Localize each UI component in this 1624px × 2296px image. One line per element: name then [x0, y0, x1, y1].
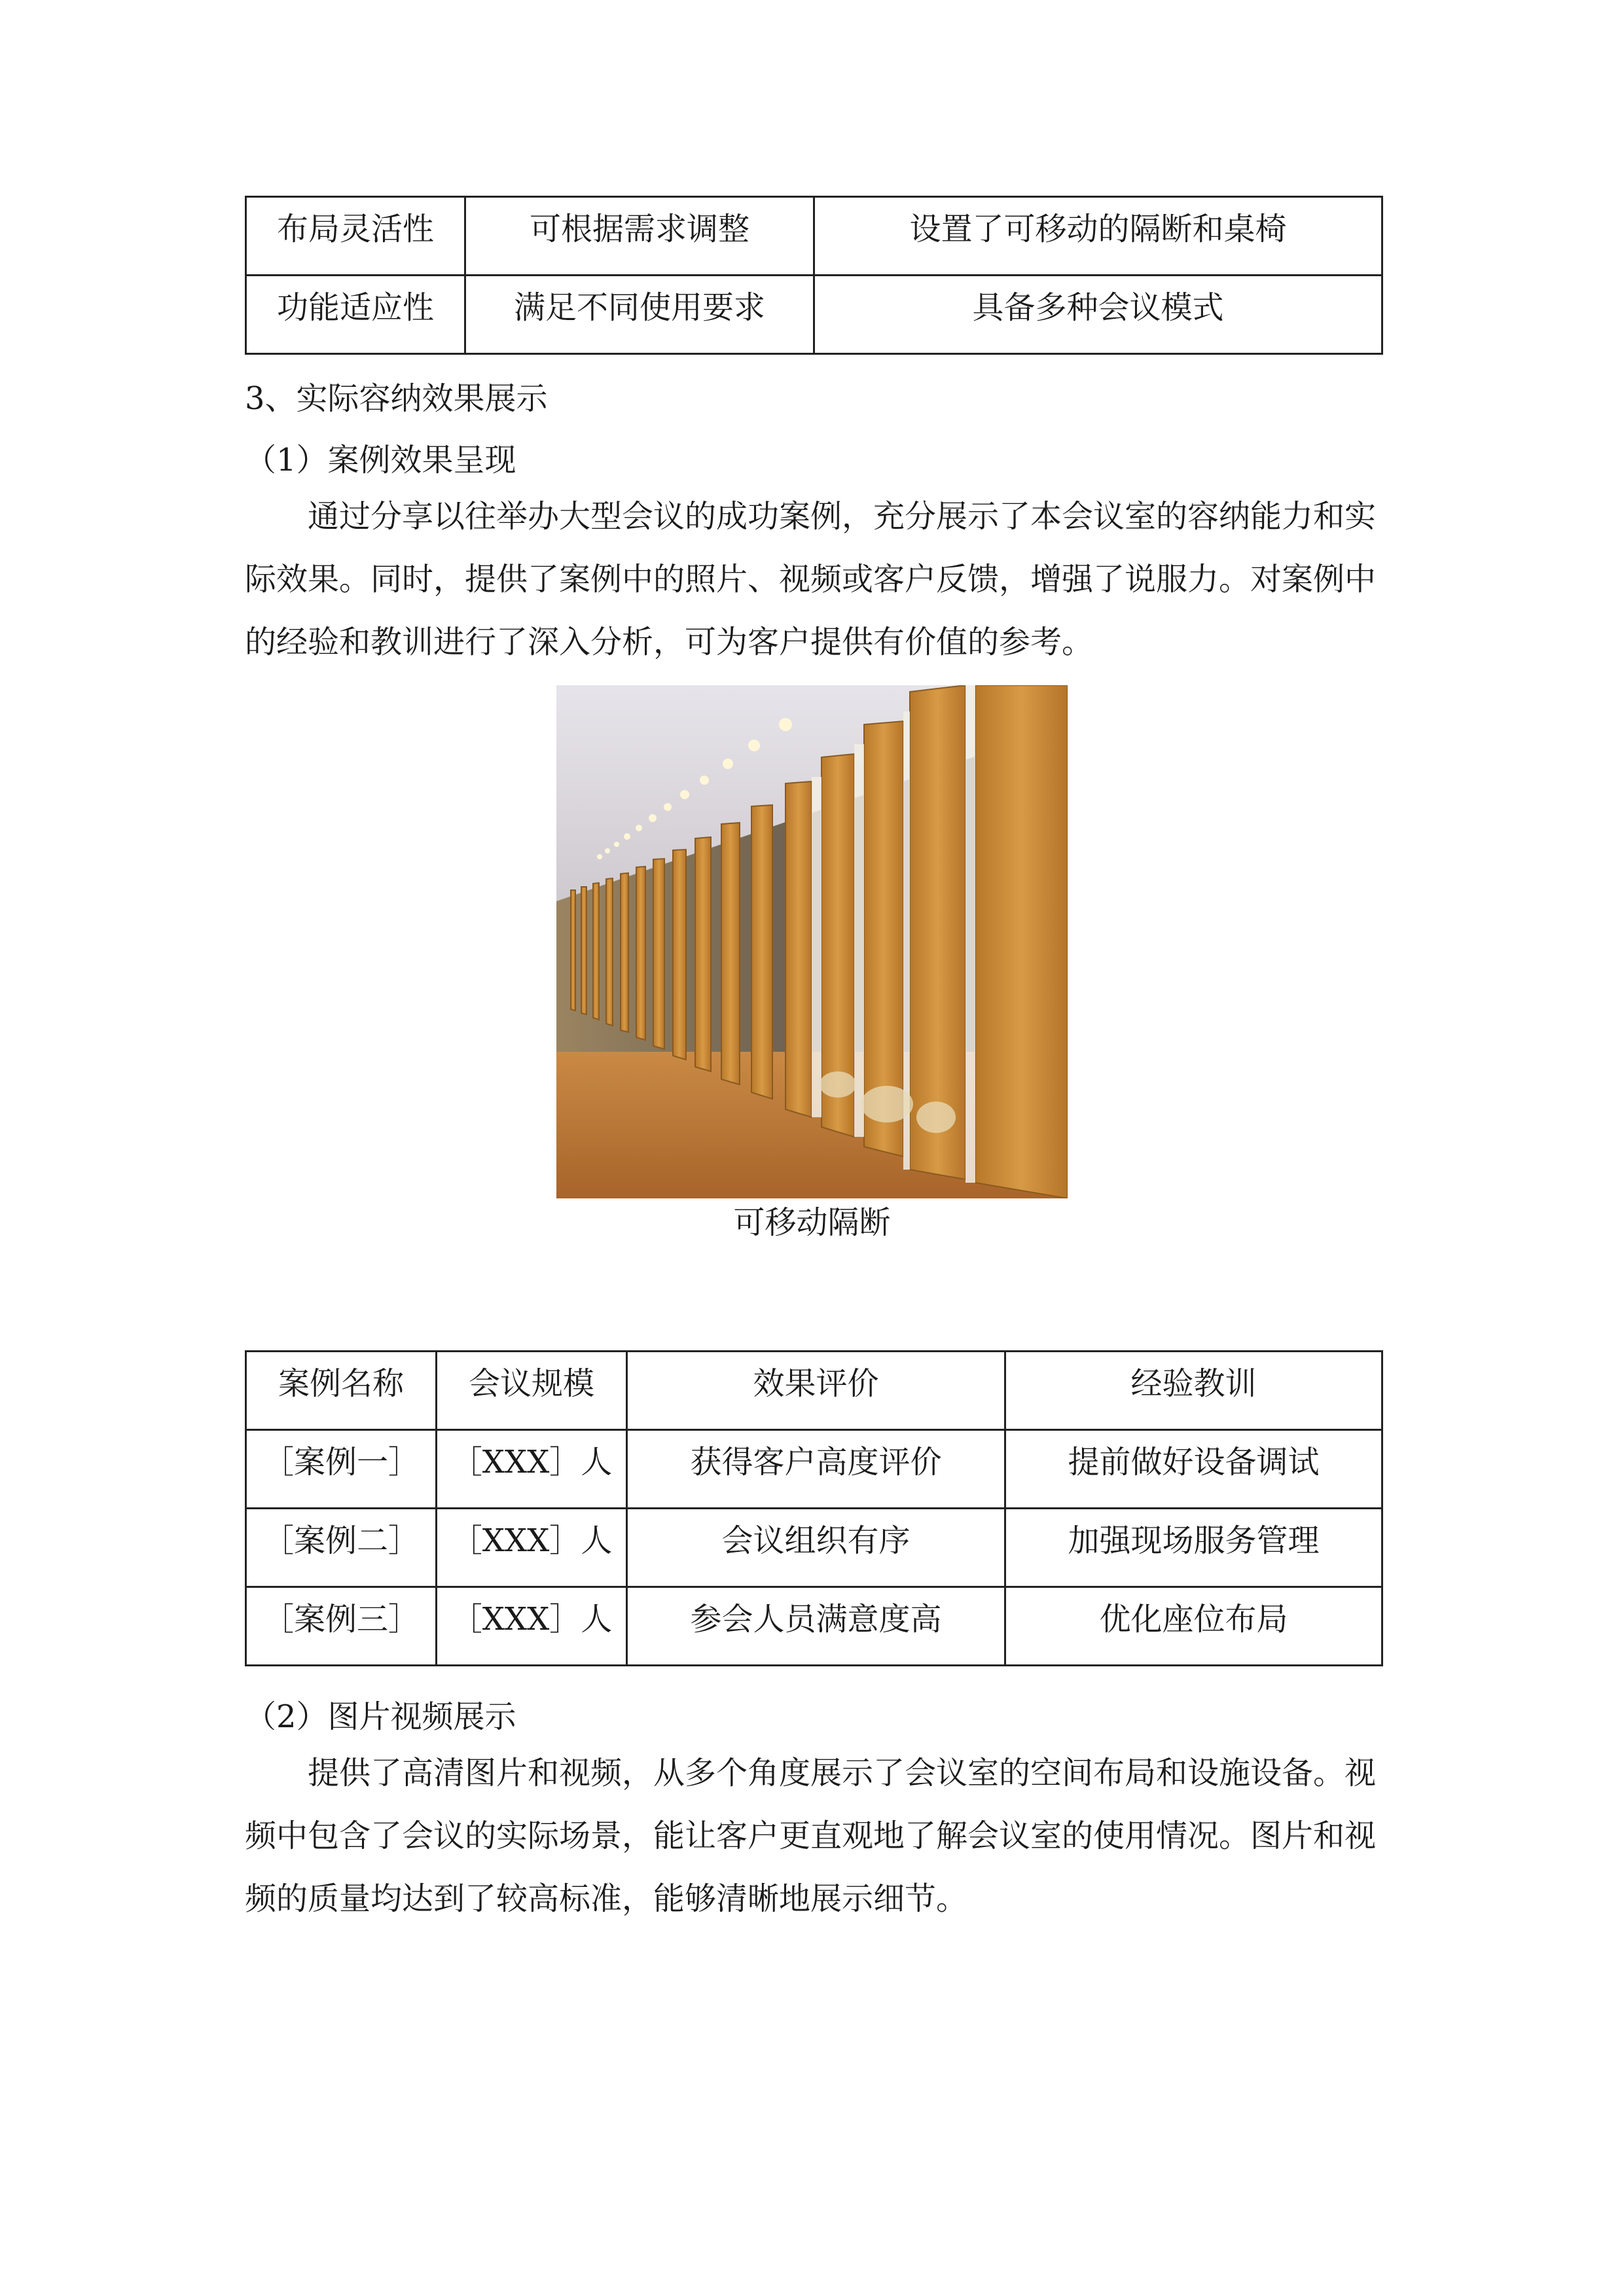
case-table — [245, 1350, 1383, 1666]
column-header: 会议规模 — [437, 1352, 627, 1430]
table-cell: ［案例二］ — [246, 1509, 437, 1587]
table-cell: 功能适应性 — [246, 276, 465, 354]
table-cell: 会议组织有序 — [627, 1509, 1005, 1587]
table-cell: 可根据需求调整 — [465, 197, 814, 276]
table-cell: ［XXX］人 — [437, 1430, 627, 1509]
subsection-heading: （1）案例效果呈现 — [245, 442, 516, 478]
table-cell: 满足不同使用要求 — [465, 276, 814, 354]
table-row — [246, 276, 1382, 354]
column-header: 案例名称 — [246, 1352, 437, 1430]
table-cell: ［XXX］人 — [437, 1509, 627, 1587]
table-cell: ［案例三］ — [246, 1587, 437, 1666]
paragraph: 通过分享以往举办大型会议的成功案例，充分展示了本会议室的容纳能力和实际效果。同时，提供了案例中的照片、视频或客户反馈，增强了说服力。对案例中的经验和教训进行了深入分析，可为客户提供有价值的参考。 — [245, 498, 1377, 660]
table-cell: 参会人员满意度高 — [627, 1587, 1005, 1666]
table-row — [246, 1587, 1382, 1666]
features-table — [245, 196, 1383, 355]
paragraph: 提供了高清图片和视频，从多个角度展示了会议室的空间布局和设施设备。视频中包含了会议的实际场景，能让客户更直观地了解会议室的使用情况。图片和视频的质量均达到了较高标准，能够清晰地展示细节。 — [245, 1755, 1377, 1917]
table-cell: ［案例一］ — [246, 1430, 437, 1509]
subsection-heading: （2）图片视频展示 — [245, 1698, 516, 1735]
table-row — [246, 197, 1382, 276]
photo-caption: 可移动隔断 — [733, 1204, 891, 1241]
section-heading: 3、实际容纳效果展示 — [245, 380, 548, 417]
table-header-row — [246, 1352, 1382, 1430]
table-cell: 优化座位布局 — [1005, 1587, 1382, 1666]
partition-photo — [556, 685, 1068, 1198]
table-cell: 布局灵活性 — [246, 197, 465, 276]
table-cell: 加强现场服务管理 — [1005, 1509, 1382, 1587]
table-cell: 提前做好设备调试 — [1005, 1430, 1382, 1509]
table-cell: 具备多种会议模式 — [814, 276, 1382, 354]
column-header: 经验教训 — [1005, 1352, 1382, 1430]
table-cell: 获得客户高度评价 — [627, 1430, 1005, 1509]
table-row — [246, 1509, 1382, 1587]
table-row — [246, 1430, 1382, 1509]
table-cell: ［XXX］人 — [437, 1587, 627, 1666]
column-header: 效果评价 — [627, 1352, 1005, 1430]
table-cell: 设置了可移动的隔断和桌椅 — [814, 197, 1382, 276]
